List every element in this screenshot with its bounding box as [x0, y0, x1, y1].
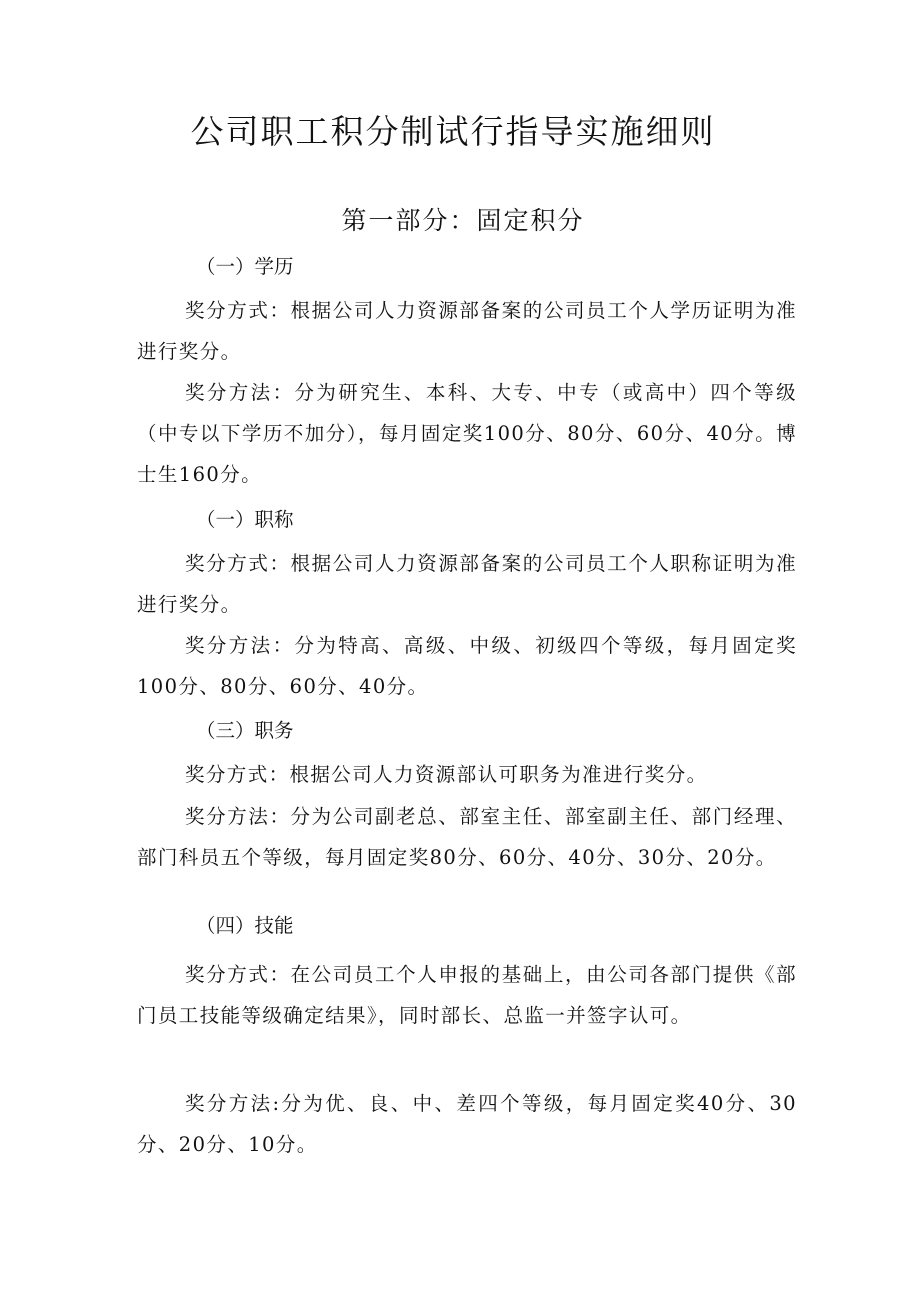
section-heading-position: （三）职务 — [196, 719, 294, 742]
part-title: 第一部分：固定积分 — [341, 206, 585, 235]
section-heading-title-rank: （一）职称 — [196, 508, 294, 531]
position-award-rule: 奖分方法：分为公司副老总、部室主任、部室副主任、部门经理、部门科员五个等级，每月固定奖80分、60分、40分、30分、20分。 — [137, 805, 797, 869]
position-award-way: 奖分方式：根据公司人力资源部认可职务为准进行奖分。 — [185, 763, 708, 786]
education-award-rule: 奖分方法：分为研究生、本科、大专、中专（或高中）四个等级（中专以下学历不加分），每月固定奖100分、80分、60分、40分。博士生160分。 — [137, 381, 797, 486]
skill-award-way: 奖分方式：在公司员工个人申报的基础上，由公司各部门提供《部门员工技能等级确定结果》，同时部长、总监一并签字认可。 — [137, 963, 797, 1027]
title-rank-award-way: 奖分方式：根据公司人力资源部备案的公司员工个人职称证明为准进行奖分。 — [137, 552, 797, 616]
skill-award-rule: 奖分方法:分为优、良、中、差四个等级，每月固定奖40分、30分、20分、10分。 — [137, 1092, 797, 1156]
title-rank-award-rule: 奖分方法：分为特高、高级、中级、初级四个等级，每月固定奖100分、80分、60分、40分。 — [137, 634, 797, 698]
section-heading-education: （一）学历 — [196, 255, 294, 278]
document-title: 公司职工积分制试行指导实施细则 — [190, 112, 716, 151]
section-heading-skill: （四）技能 — [196, 914, 294, 937]
education-award-way: 奖分方式：根据公司人力资源部备案的公司员工个人学历证明为准进行奖分。 — [137, 299, 797, 363]
